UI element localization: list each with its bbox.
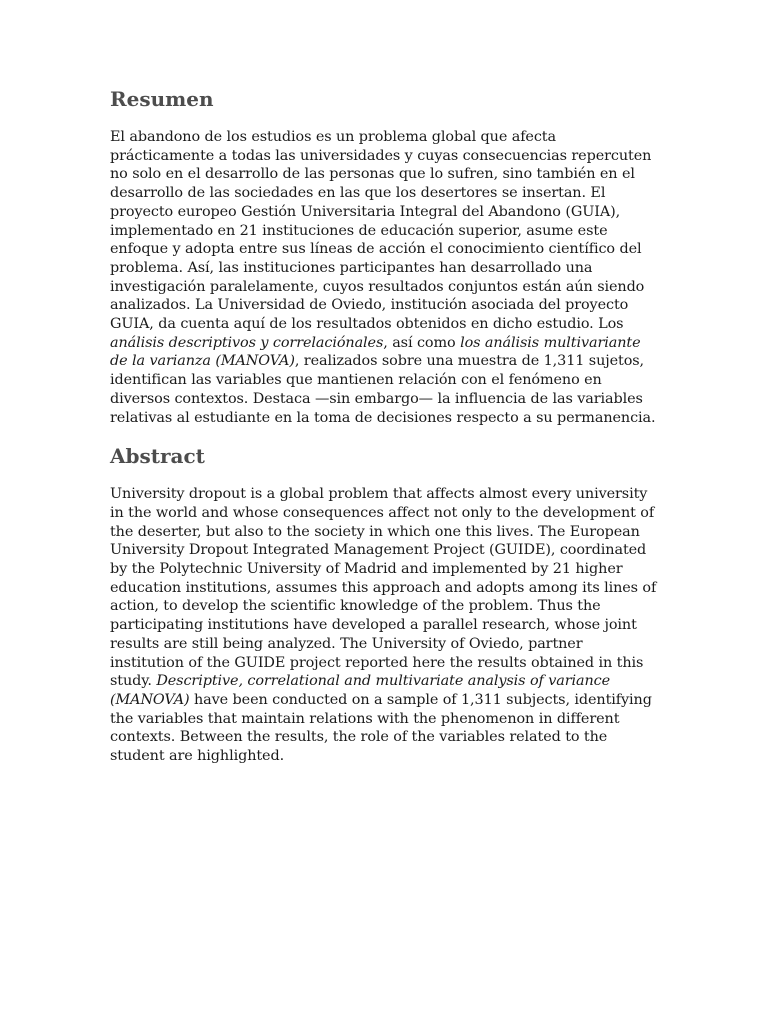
resumen-italic-2: los análisis multivariante de la varianza (MANOVA) (110, 334, 641, 370)
resumen-italic-1: análisis descriptivos y correlaciónales (110, 334, 384, 351)
abstract-italic-1: Descriptive, correlational and multivariate analysis of variance (MANOVA) (110, 673, 611, 708)
resumen-text-1: El abandono de los estudios es un problema global que afecta prácticamente a todas las universidades y cuyas consecuencias repercuten no solo en el desarrollo de las personas que lo sufren, sino también en el desarrollo de las sociedades en las que los desertores se insertan. El proyecto europeo Gestión Universitaria Integral del Abandono (GUIA), implementado en 21 instituciones de educación superior, asume este enfoque y adopta entre sus líneas de acción el conocimiento científico del problema. Así, las instituciones participantes han desarrollado una investigación paralelamente, cuyos resultados conjuntos están aún siendo analizados. La Universidad de Oviedo, institución asociada del proyecto GUIA, da cuenta aquí de los resultados obtenidos en dicho estudio. Los (110, 129, 652, 333)
abstract-paragraph (110, 485, 658, 766)
abstract-text-1: University dropout is a global problem that affects almost every university in the world and whose consequences affect not only to the development of the deserter, but also to the society in which one this lives. The European University Dropout Integrated Management Project (GUIDE), coordinated by the Polytechnic University of Madrid and implemented by 21 higher education institutions, assumes this approach and adopts among its lines of action, to develop the scientific knowledge of the problem. Thus the participating institutions have developed a parallel research, whose joint results are still being analyzed. The University of Oviedo, partner institution of the GUIDE project reported here the results obtained in this study. (110, 486, 657, 690)
abstract-text-2: have been conducted on a sample of 1,311 subjects, identifying the variables that maintain relations with the phenomenon in different contexts. Between the results, the role of the variables related to the student are highlighted. (110, 691, 652, 765)
abstract-heading: Abstract (110, 444, 205, 469)
document-page (110, 86, 658, 766)
resumen-paragraph (110, 128, 658, 427)
resumen-text-3: , realizados sobre una muestra de 1,311 sujetos, identifican las variables que mantienen relación con el fenómeno en diversos contextos. Destaca —sin embargo— la influencia de las variables relativas al estudiante en la toma de decisiones respecto a su permanencia. (110, 353, 656, 426)
resumen-text-2: , así como (383, 334, 461, 351)
resumen-heading: Resumen (110, 87, 214, 111)
